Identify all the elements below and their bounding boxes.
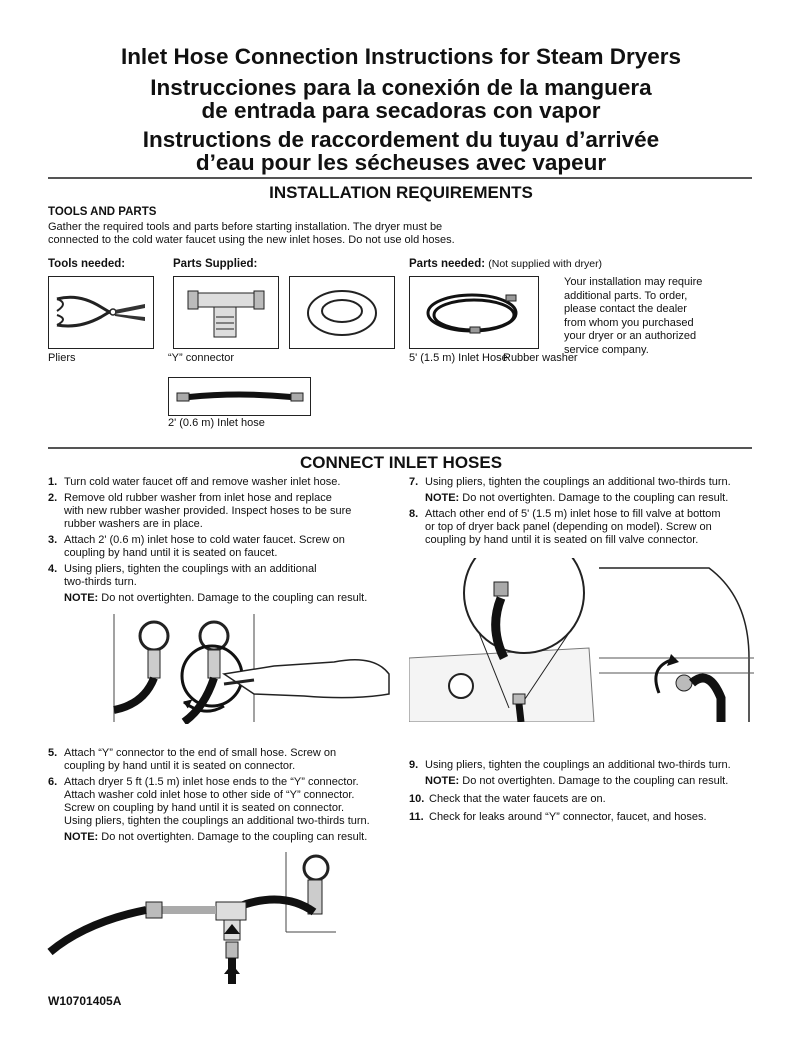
step-text: Attach washer cold inlet hose to other side of “Y” connector. [64, 789, 355, 801]
step-item [48, 776, 408, 828]
step-text: Check that the water faucets are on. [429, 793, 606, 805]
note-label: NOTE: [425, 775, 460, 787]
note-line: service company. [564, 343, 649, 356]
note-line: please contact the dealer [564, 303, 687, 315]
caption-inlet-hose-2: 2' (0.6 m) Inlet hose [168, 417, 265, 429]
right-steps-9-11 [409, 759, 759, 824]
left-steps-1-4 [48, 476, 403, 605]
intro-line-1: Gather the required tools and parts before starting installation. The dryer must be [48, 221, 443, 233]
step-number: 4. [48, 563, 58, 575]
note-line: your dryer or an authorized [564, 330, 697, 342]
y-connector-icon [174, 277, 278, 348]
caption-pliers: Pliers [48, 352, 76, 364]
rubber-washer-box [289, 276, 395, 349]
step-number: 10. [409, 793, 425, 805]
step-item [409, 793, 759, 806]
dryer-fill-valve-illustration [409, 558, 754, 722]
section-heading-connect: CONNECT INLET HOSES [299, 453, 503, 472]
note-label: NOTE: [425, 492, 460, 504]
step-text: Using pliers, tighten the couplings an additional two-thirds turn. [425, 759, 731, 771]
note [409, 775, 759, 788]
title-french-line-1: Instructions de raccordement du tuyau d’arrivée [142, 127, 660, 152]
step-item [409, 476, 759, 489]
divider [48, 177, 752, 179]
caption-inlet-hose-5: 5' (1.5 m) Inlet Hose [409, 352, 508, 364]
intro-line-2: connected to the cold water faucet using the new inlet hoses. Do not use old hoses. [48, 234, 455, 246]
parts-needed-note: (Not supplied with dryer) [488, 258, 603, 270]
step-text: Turn cold water faucet off and remove washer inlet hose. [64, 476, 341, 488]
y-connector-hose-illustration [46, 852, 346, 984]
step-text: coupling by hand until it is seated on connector. [64, 760, 296, 772]
step-number: 11. [409, 811, 424, 823]
step-text: coupling by hand until it is seated on faucet. [64, 547, 278, 559]
step-number: 9. [409, 759, 419, 771]
note-label: NOTE: [64, 831, 99, 843]
pliers-box [48, 276, 154, 349]
step-item [409, 759, 759, 772]
step-item [48, 476, 403, 489]
title-spanish-line-1: Instrucciones para la conexión de la manguera [150, 75, 652, 100]
step-number: 8. [409, 508, 419, 520]
parts-needed-label: Parts needed: [409, 258, 486, 270]
step-text: Attach dryer 5 ft (1.5 m) inlet hose ends to the “Y” connector. [64, 776, 359, 788]
title-spanish-line-2: de entrada para secadoras con vapor [201, 98, 601, 123]
step-text: Using pliers, tighten the couplings with an additional [64, 563, 317, 575]
step-number: 6. [48, 776, 58, 788]
pliers-icon [49, 277, 153, 348]
dryer-back-panel-illustration [409, 558, 754, 722]
tools-needed-label: Tools needed: [48, 258, 126, 270]
note-text: Do not overtighten. Damage to the coupling can result. [462, 492, 729, 504]
note [409, 492, 759, 505]
step-text: two-thirds turn. [64, 576, 137, 588]
step-item [48, 747, 408, 773]
left-steps-5-6 [48, 747, 408, 844]
faucet-illustration [104, 614, 394, 724]
note-text: Do not overtighten. Damage to the coupling can result. [101, 831, 368, 843]
note-text: Do not overtighten. Damage to the coupling can result. [462, 775, 729, 787]
step-text: coupling by hand until it is seated on fill valve connector. [425, 534, 699, 546]
step-item [48, 492, 403, 531]
inlet-hose-2-box [168, 377, 311, 416]
step-text: Attach 2' (0.6 m) inlet hose to cold water faucet. Screw on [64, 534, 345, 546]
step-number: 2. [48, 492, 58, 504]
divider [48, 447, 752, 449]
step-item [48, 563, 403, 589]
step-text: Attach other end of 5' (1.5 m) inlet hose to fill valve at bottom [425, 508, 721, 520]
additional-parts-note [564, 276, 754, 357]
step-text: Using pliers, tighten the couplings an additional two-thirds turn. [64, 815, 370, 827]
step-number: 7. [409, 476, 419, 488]
step-number: 5. [48, 747, 58, 759]
step-item [48, 534, 403, 560]
step-text: Screw on coupling by hand until it is seated on connector. [64, 802, 345, 814]
title-french-line-2: d’eau pour les sécheuses avec vapeur [195, 150, 607, 175]
step-text: Check for leaks around “Y” connector, faucet, and hoses. [429, 811, 707, 823]
coiled-hose-icon [410, 277, 538, 348]
note-label: NOTE: [64, 592, 99, 604]
step-text: Attach “Y” connector to the end of small hose. Screw on [64, 747, 337, 759]
step-text: Remove old rubber washer from inlet hose and replace [64, 492, 332, 504]
caption-y-connector: “Y” connector [168, 352, 235, 364]
parts-supplied-label: Parts Supplied: [173, 258, 258, 270]
step-text: or top of dryer back panel (depending on model). Screw on [425, 521, 712, 533]
step-number: 3. [48, 534, 58, 546]
title-english: Inlet Hose Connection Instructions for Steam Dryers [120, 44, 682, 69]
step-item [409, 811, 759, 824]
note [48, 831, 408, 844]
part-number: W10701405A [48, 994, 122, 1008]
tools-and-parts-heading: TOOLS AND PARTS [48, 206, 157, 218]
faucet-pliers-illustration [104, 614, 394, 724]
step-text: rubber washers are in place. [64, 518, 203, 530]
step-text: Using pliers, tighten the couplings an additional two-thirds turn. [425, 476, 731, 488]
parts-needed-label-group [409, 258, 602, 270]
note-line: additional parts. To order, [564, 289, 688, 302]
y-connector-illustration [46, 852, 346, 984]
note-line: from whom you purchased [564, 316, 694, 329]
section-heading-installation: INSTALLATION REQUIREMENTS [269, 183, 533, 202]
note [48, 592, 403, 605]
note-text: Do not overtighten. Damage to the coupling can result. [101, 592, 368, 604]
note-line: Your installation may require [564, 276, 703, 288]
right-steps-7-8 [409, 476, 759, 547]
caption-rubber-washer: Rubber washer [503, 352, 578, 364]
rubber-washer-icon [290, 277, 394, 348]
inlet-hose-5-box [409, 276, 539, 349]
y-connector-box [173, 276, 279, 349]
short-hose-icon [169, 378, 310, 415]
step-number: 1. [48, 476, 58, 488]
step-text: with new rubber washer provided. Inspect hoses to be sure [64, 505, 352, 517]
step-item [409, 508, 759, 547]
